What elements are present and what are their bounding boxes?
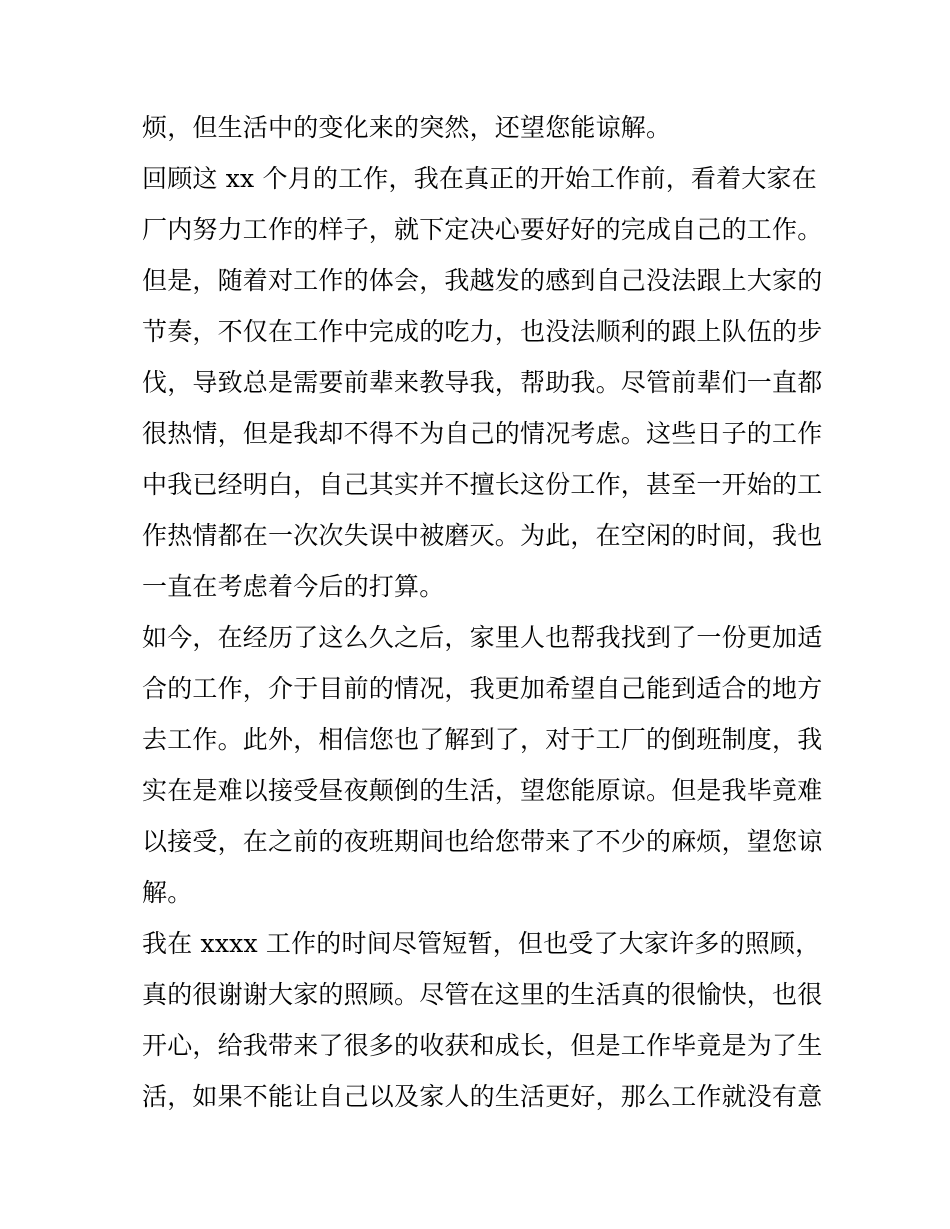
text-line: 去工作。此外，相信您也了解到了，对于工厂的倒班制度，我 — [142, 725, 823, 754]
text-line: 节奏，不仅在工作中完成的吃力，也没法顺利的跟上队伍的步 — [142, 317, 823, 346]
text-line: 伐，导致总是需要前辈来教导我，帮助我。尽管前辈们一直都 — [142, 368, 823, 397]
text-line: 解。 — [142, 878, 193, 907]
text-line: 很热情，但是我却不得不为自己的情况考虑。这些日子的工作 — [142, 419, 823, 448]
text-line: 我在 xxxx 工作的时间尽管短暂，但也受了大家许多的照顾， — [142, 929, 821, 958]
text-line: 中我已经明白，自己其实并不擅长这份工作，甚至一开始的工 — [142, 470, 823, 499]
text-line: 回顾这 xx 个月的工作，我在真正的开始工作前，看着大家在 — [142, 164, 817, 193]
text-line: 一直在考虑着今后的打算。 — [142, 572, 445, 601]
text-line: 开心，给我带来了很多的收获和成长，但是工作毕竟是为了生 — [142, 1031, 823, 1060]
text-line: 活，如果不能让自己以及家人的生活更好，那么工作就没有意 — [142, 1082, 823, 1111]
text-line: 作热情都在一次次失误中被磨灭。为此，在空闲的时间，我也 — [142, 521, 823, 550]
text-line: 烦，但生活中的变化来的突然，还望您能谅解。 — [142, 113, 672, 142]
text-line: 以接受，在之前的夜班期间也给您带来了不少的麻烦，望您谅 — [142, 827, 823, 856]
text-line: 但是，随着对工作的体会，我越发的感到自己没法跟上大家的 — [142, 266, 823, 295]
text-line: 如今，在经历了这么久之后，家里人也帮我找到了一份更加适 — [142, 623, 823, 652]
text-line: 实在是难以接受昼夜颠倒的生活，望您能原谅。但是我毕竟难 — [142, 776, 823, 805]
text-line: 合的工作，介于目前的情况，我更加希望自己能到适合的地方 — [142, 674, 823, 703]
text-line: 厂内努力工作的样子，就下定决心要好好的完成自己的工作。 — [142, 215, 823, 244]
text-line: 真的很谢谢大家的照顾。尽管在这里的生活真的很愉快，也很 — [142, 980, 823, 1009]
